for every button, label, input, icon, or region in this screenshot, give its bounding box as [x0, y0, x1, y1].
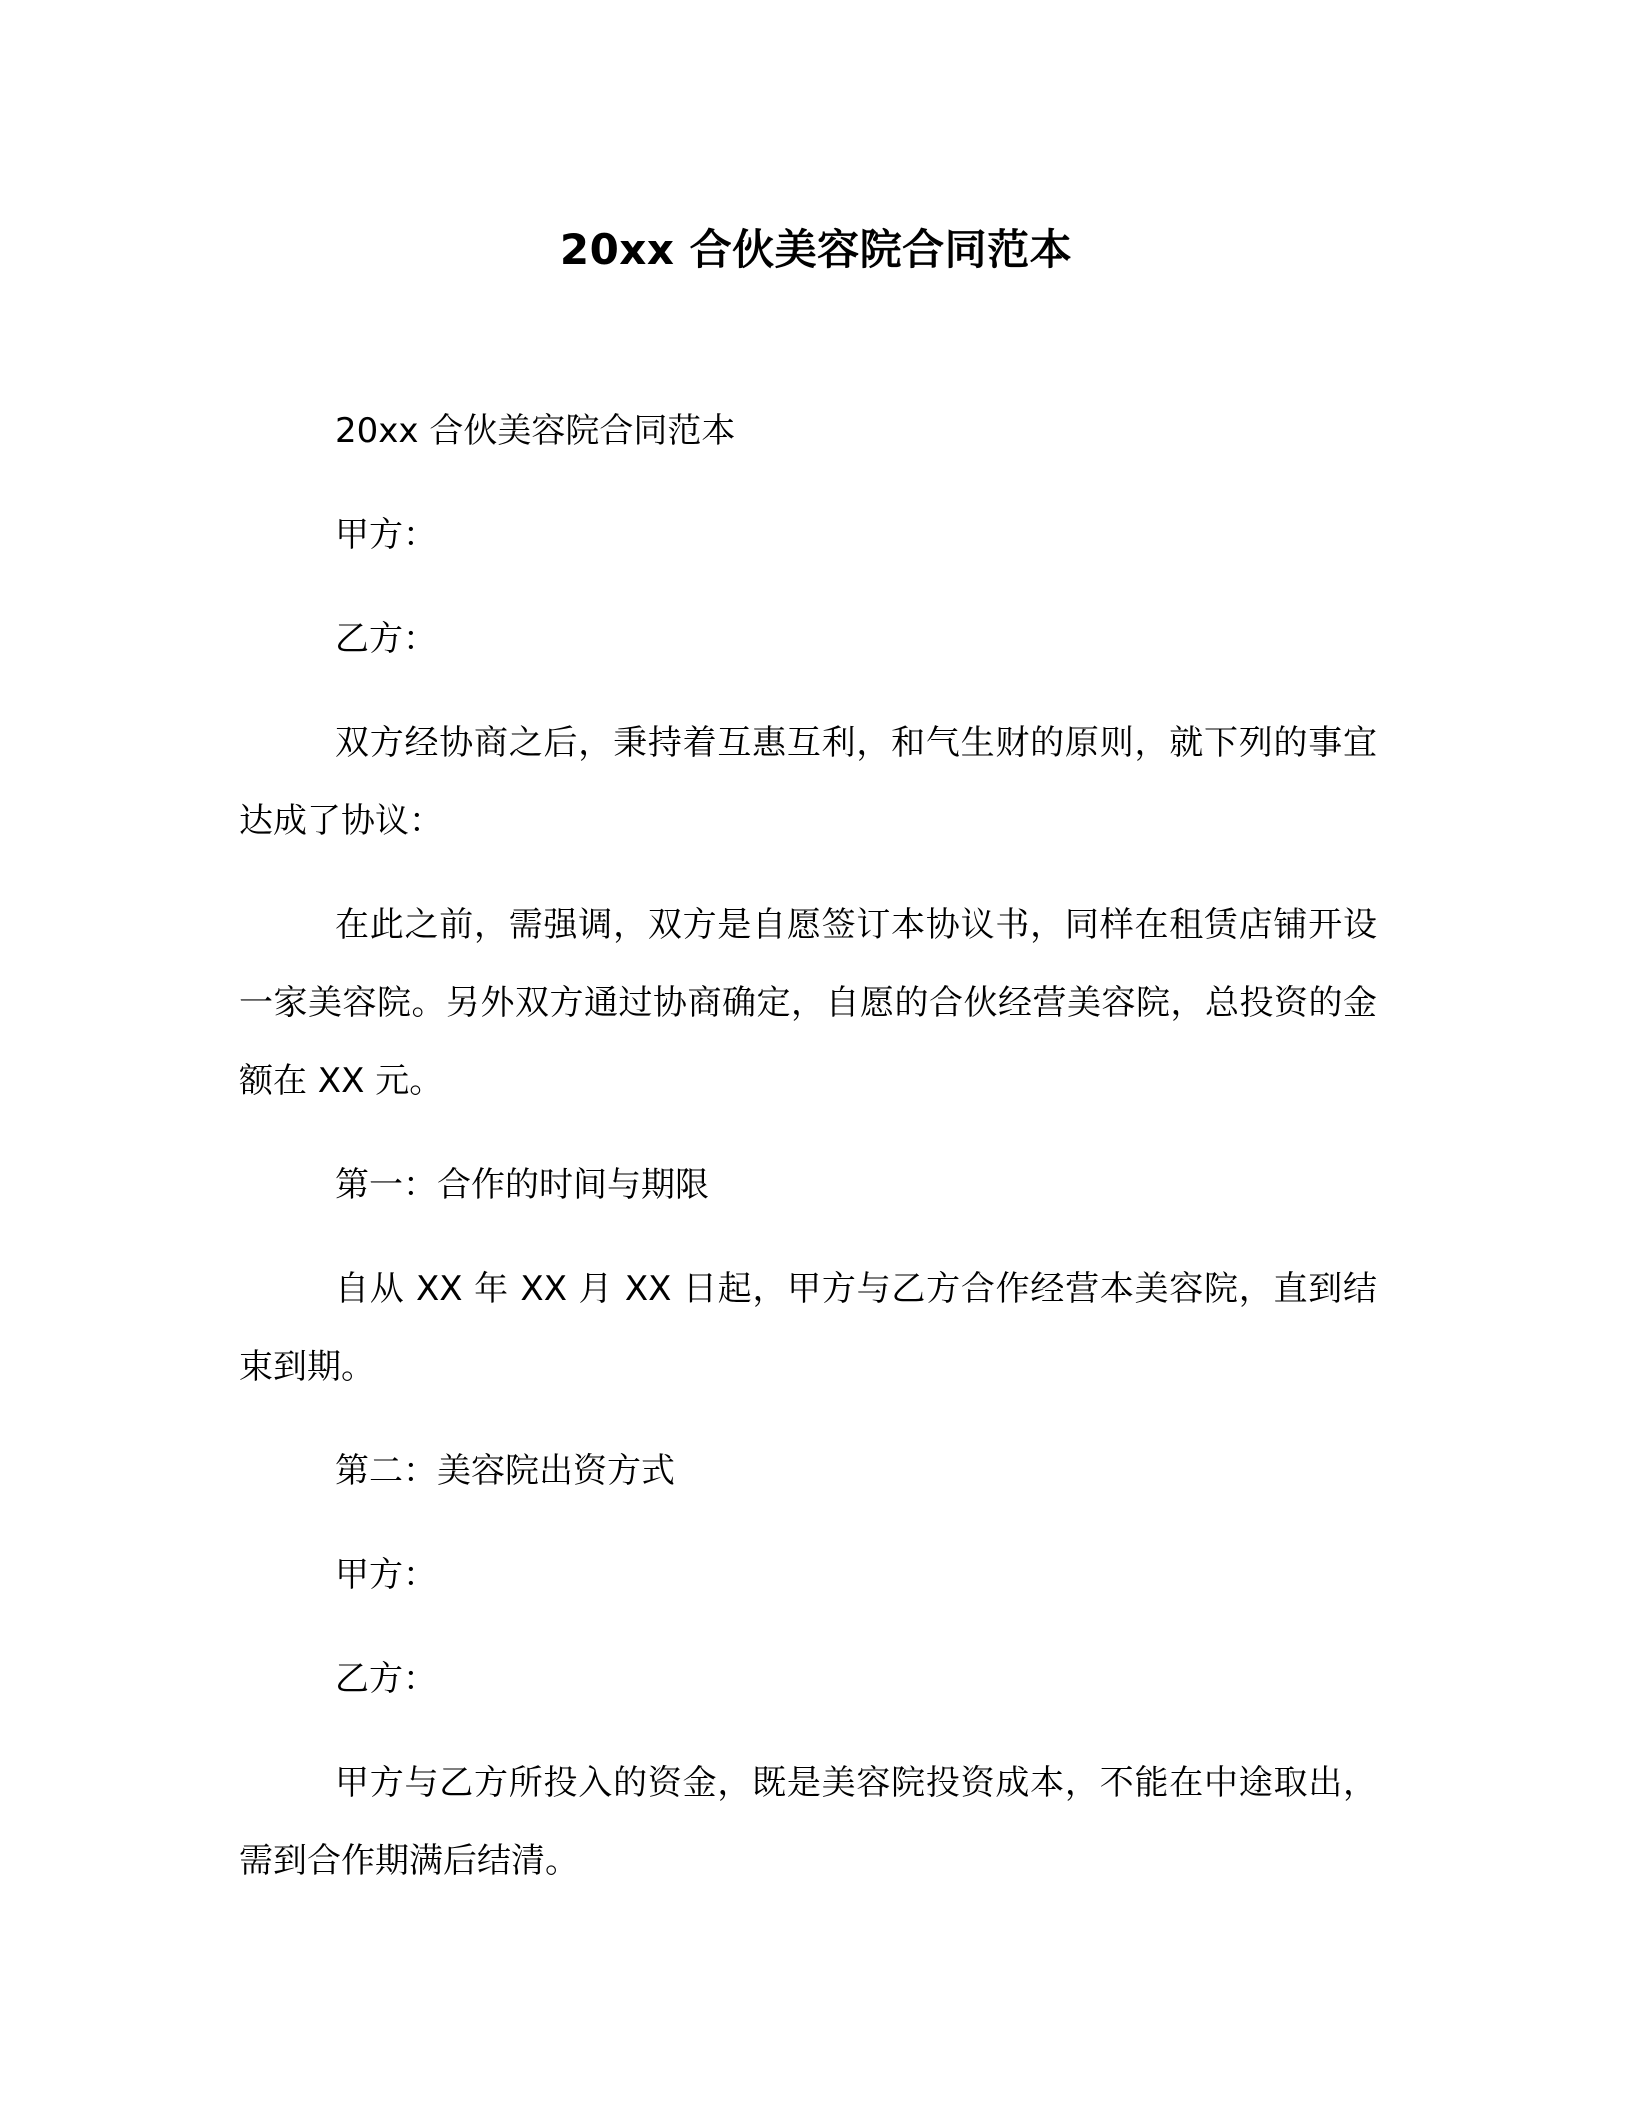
paragraph-investment-party-b: 乙方： [335, 1659, 437, 1699]
paragraph-investment-party-a: 甲方： [335, 1555, 437, 1595]
section-heading-investment: 第二：美容院出资方式 [335, 1451, 675, 1491]
paragraph-party-a: 甲方： [335, 515, 437, 555]
paragraph-term-details: 自从 XX 年 XX 月 XX 日起，甲方与乙方合作经营本美容院，直到结束到期。 [239, 1269, 1377, 1387]
paragraph-party-b: 乙方： [335, 619, 437, 659]
paragraph-subtitle: 20xx 合伙美容院合同范本 [335, 411, 736, 451]
paragraph-voluntary-statement: 在此之前，需强调，双方是自愿签订本协议书，同样在租赁店铺开设一家美容院。另外双方通过协商确定，自愿的合伙经营美容院，总投资的金额在 XX 元。 [239, 905, 1377, 1101]
document-title: 20xx 合伙美容院合同范本 [559, 225, 1073, 274]
paragraph-capital-terms: 甲方与乙方所投入的资金，既是美容院投资成本，不能在中途取出，需到合作期满后结清。 [239, 1763, 1377, 1881]
section-heading-term: 第一：合作的时间与期限 [335, 1165, 709, 1205]
paragraph-agreement-intro: 双方经协商之后，秉持着互惠互利，和气生财的原则，就下列的事宜达成了协议： [239, 723, 1377, 841]
document-body [239, 392, 1377, 1926]
